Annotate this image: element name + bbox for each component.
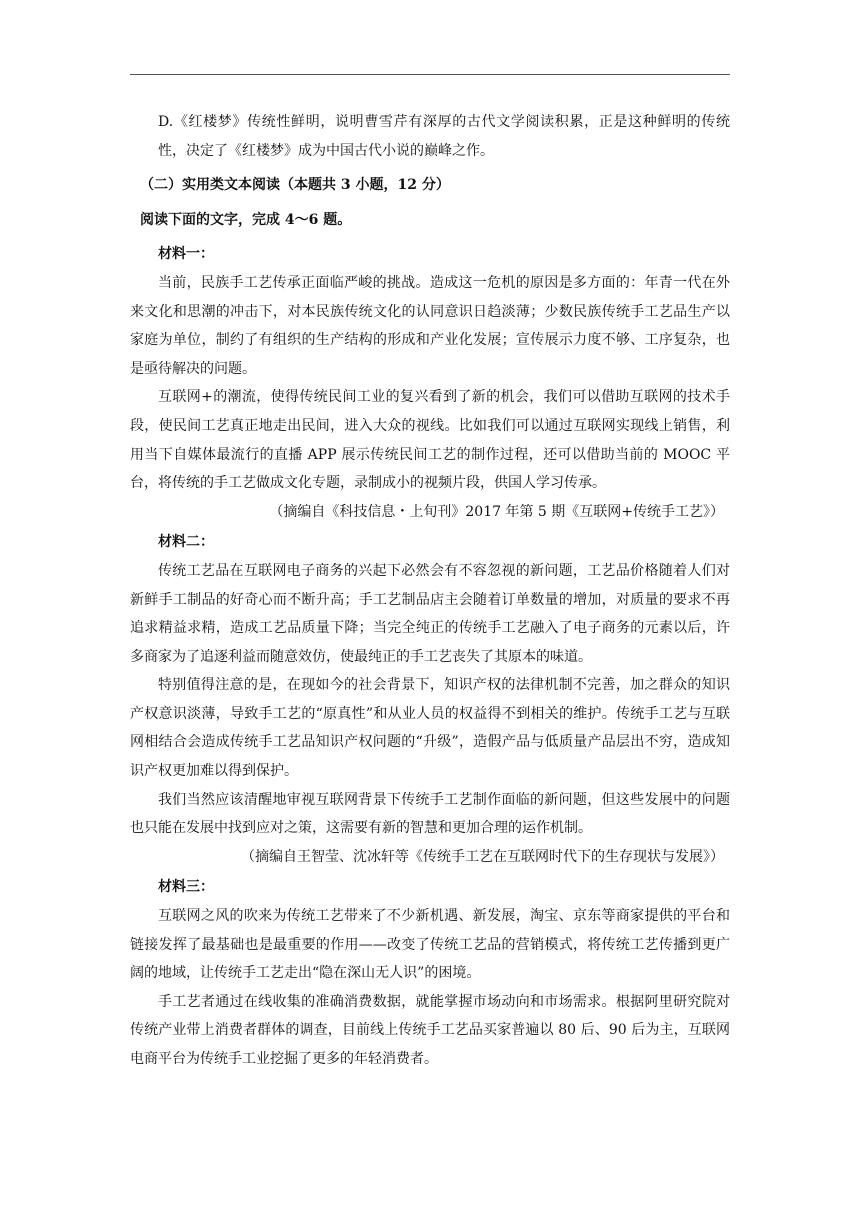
material-1-paragraph: 互联网+的潮流，使得传统民间工业的复兴看到了新的机会，我们可以借助互联网的技术手段，使民间工艺真正地走出民间，进入大众的视线。比如我们可以通过互联网实现线上销售，利用当下自媒体最流行的直播 APP 展示传统民间工艺的制作过程，还可以借助当前的 MOOC 平台，将传统的手工艺做成文化专题，录制成小的视频片段，供国人学习传承。 (130, 389, 730, 492)
material-2-paragraph: 我们当然应该清醒地审视互联网背景下传统手工艺制作面临的新问题，但这些发展中的问题也只能在发展中找到应对之策，这需要有新的智慧和更加合理的运作机制。 (130, 791, 730, 837)
material-1-heading: 材料一： (158, 246, 214, 263)
material-1-source: （摘编自《科技信息・上旬刊》2017 年第 5 期《互联网+传统手工艺》） (269, 503, 724, 520)
material-1-paragraph: 当前，民族手工艺传承正面临严峻的挑战。造成这一危机的原因是多方面的：年青一代在外来文化和思潮的冲击下，对本民族传统文化的认同意识日趋淡薄；少数民族传统手工艺品生产以家庭为单位，制约了有组织的生产结构的形成和产业化发展；宣传展示力度不够、工序复杂，也是亟待解决的问题。 (130, 274, 730, 377)
header-rule (130, 74, 730, 75)
material-3-heading: 材料三： (158, 879, 214, 896)
material-3-paragraph: 互联网之风的吹来为传统工艺带来了不少新机遇、新发展，淘宝、京东等商家提供的平台和链接发挥了最基础也是最重要的作用——改变了传统工艺品的营销模式，将传统工艺传播到更广阔的地域，让传统手工艺走出“隐在深山无人识”的困境。 (130, 908, 730, 982)
section-instruction: 阅读下面的文字，完成 4～6 题。 (140, 211, 352, 228)
material-2-paragraph: 传统工艺品在互联网电子商务的兴起下必然会有不容忽视的新问题，工艺品价格随着人们对新鲜手工制品的好奇心而不断升高；手工艺制品店主会随着订单数量的增加，对质量的要求不再追求精益求精，造成工艺品质量下降；当完全纯正的传统手工艺融入了电子商务的元素以后，许多商家为了追逐利益而随意效仿，使最纯正的手工艺丧失了其原本的味道。 (130, 562, 730, 665)
material-2-heading: 材料二： (158, 534, 214, 551)
material-2-source: （摘编自王智莹、沈冰轩等《传统手工艺在互联网时代下的生存现状与发展》） (241, 848, 724, 865)
section-title: （二）实用类文本阅读（本题共 3 小题，12 分） (140, 177, 450, 194)
material-3-paragraph: 手工艺者通过在线收集的准确消费数据，就能掌握市场动向和市场需求。根据阿里研究院对传统产业带上消费者群体的调查，目前线上传统手工艺品买家普遍以 80 后、90 后为主，互联网电商平台为传统手工业挖掘了更多的年轻消费者。 (130, 993, 730, 1067)
material-2-paragraph: 特别值得注意的是，在现如今的社会背景下，知识产权的法律机制不完善，加之群众的知识产权意识淡薄，导致手工艺的“原真性”和从业人员的权益得不到相关的维护。传统手工艺与互联网相结合会造成传统手工艺品知识产权问题的“升级”，造假产品与低质量产品层出不穷，造成知识产权更加难以得到保护。 (130, 677, 730, 780)
document-body (130, 108, 730, 1074)
option-d-text: D.《红楼梦》传统性鲜明，说明曹雪芹有深厚的古代文学阅读积累，正是这种鲜明的传统性，决定了《红楼梦》成为中国古代小说的巅峰之作。 (158, 114, 730, 159)
